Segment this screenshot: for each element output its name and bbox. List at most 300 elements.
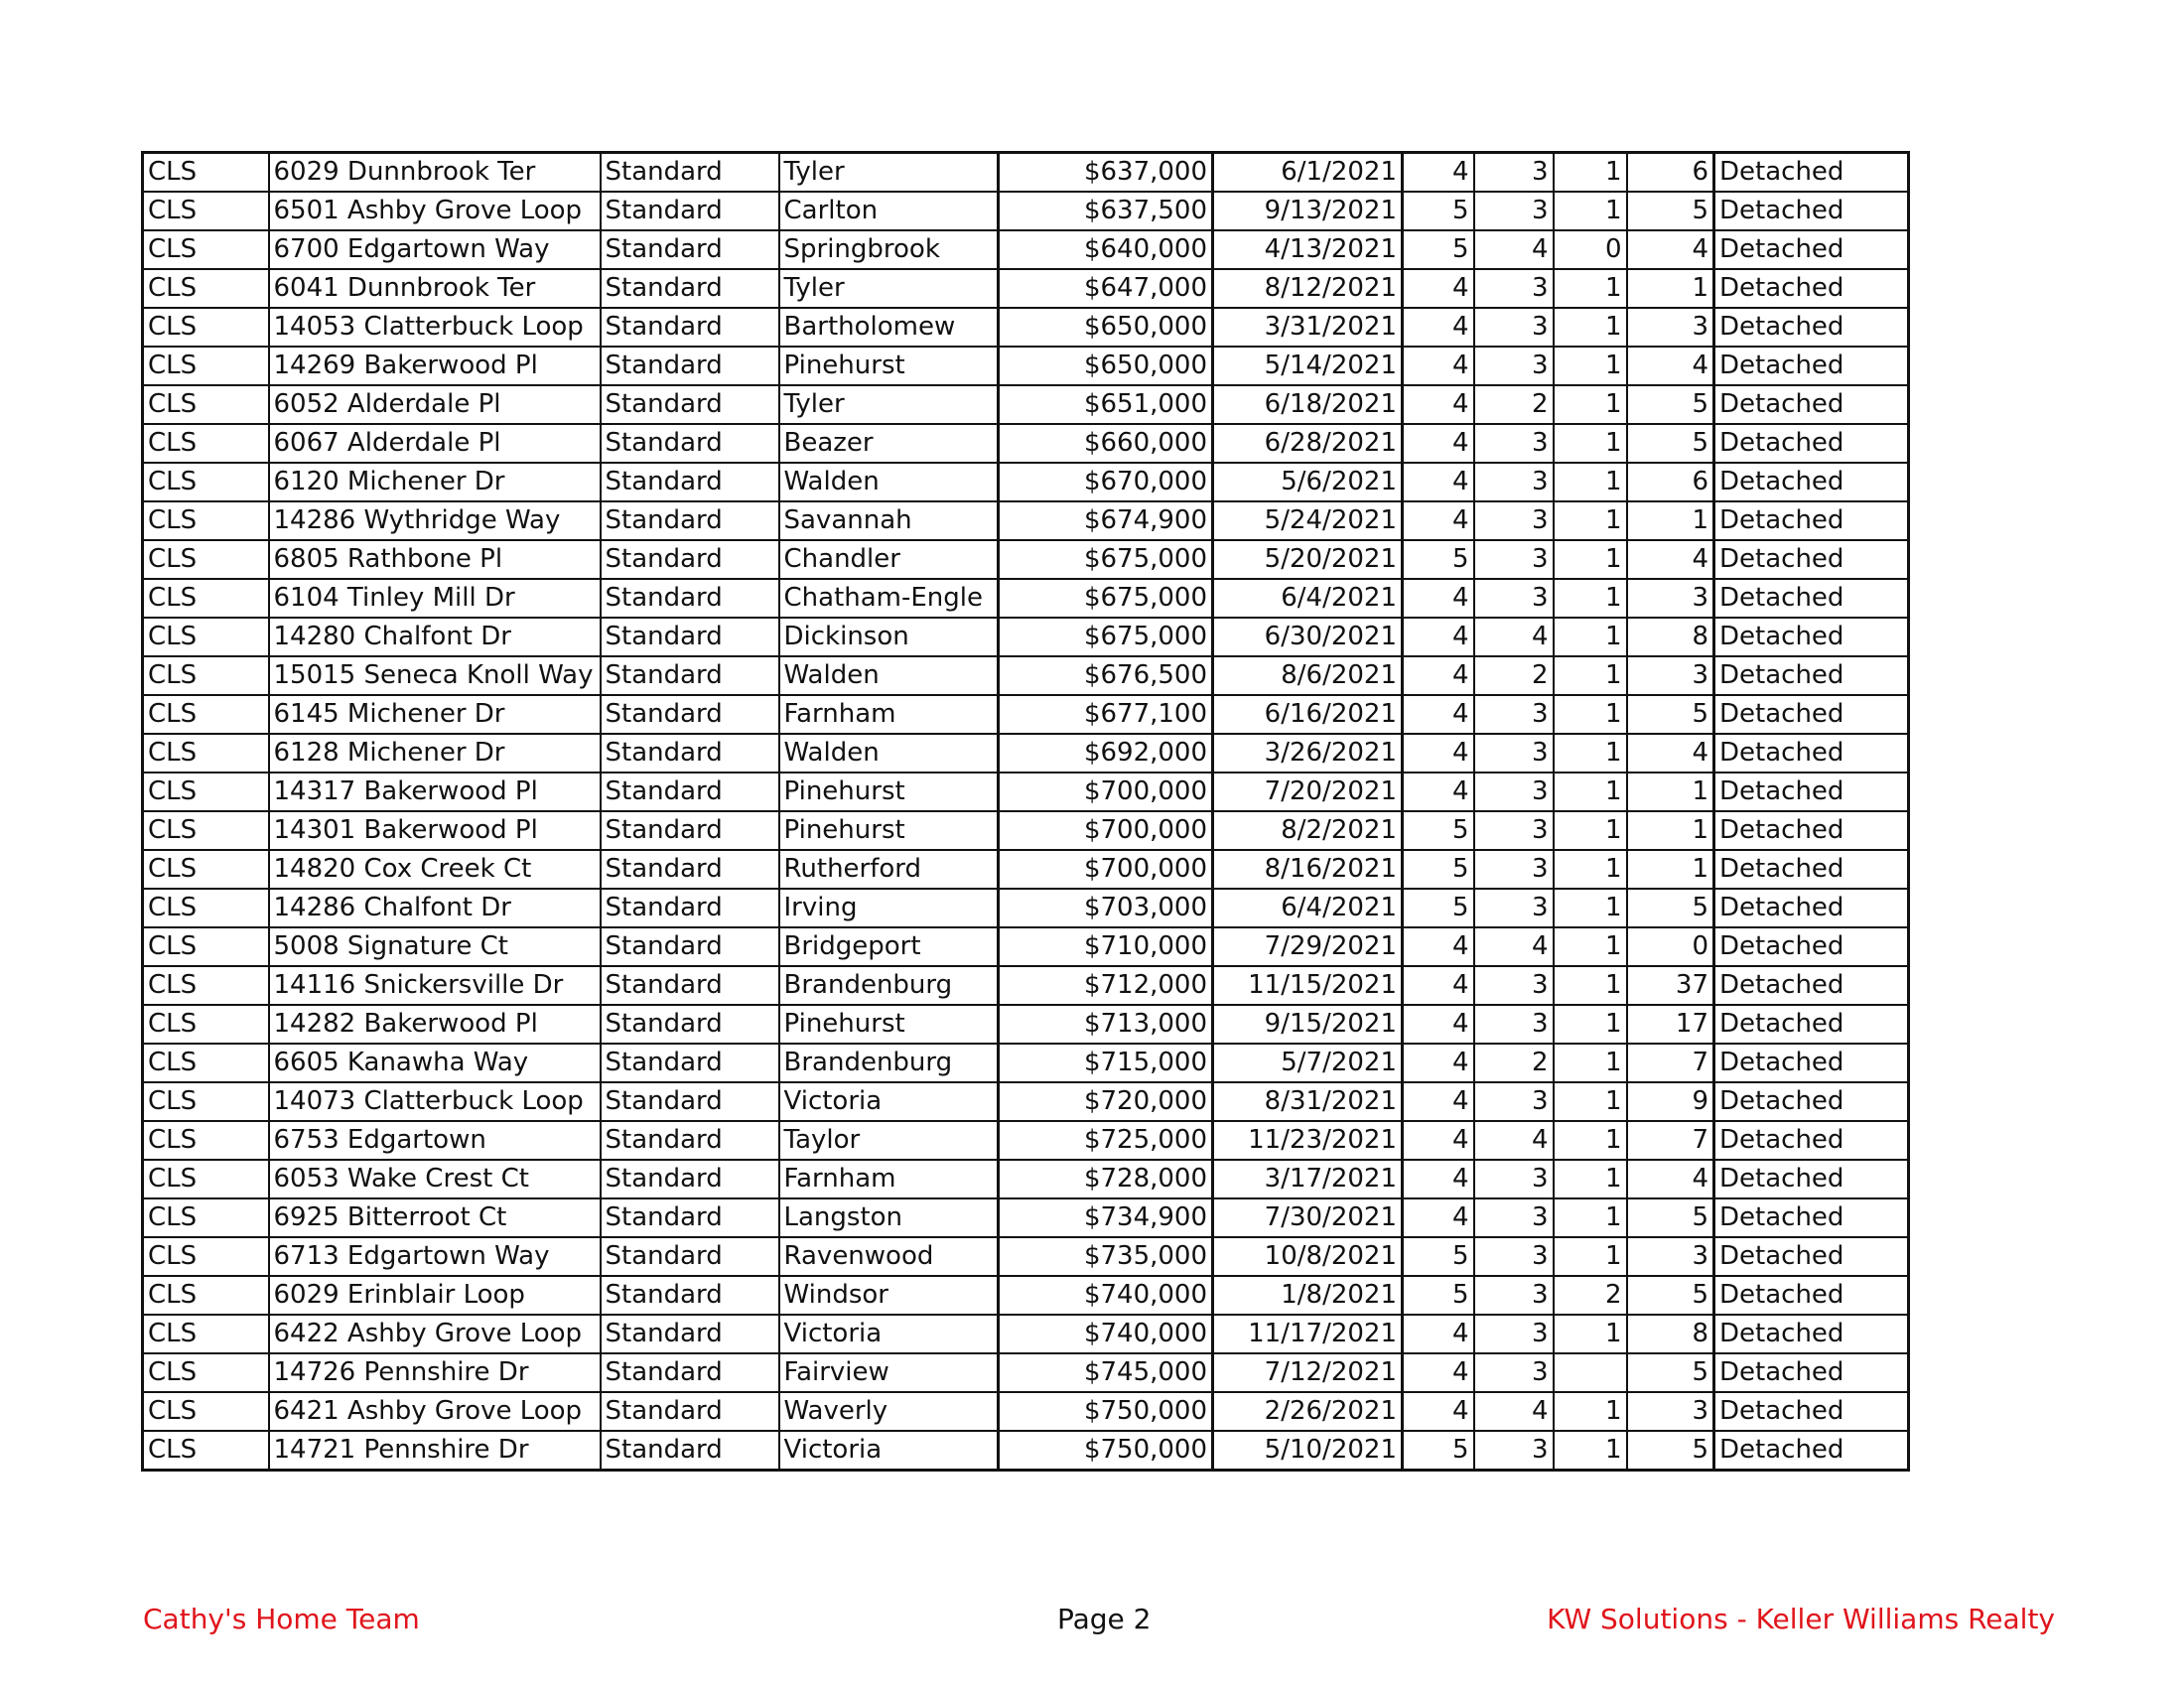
cell-style: Detached — [1714, 618, 1909, 656]
table-row — [143, 695, 1909, 734]
cell-status: CLS — [143, 1082, 269, 1121]
cell-style: Detached — [1714, 192, 1909, 230]
cell-days-on-market: 3 — [1627, 1392, 1714, 1431]
cell-sale-type: Standard — [601, 966, 779, 1005]
cell-beds: 5 — [1403, 192, 1474, 230]
cell-price: $734,900 — [999, 1198, 1213, 1237]
cell-address: 6053 Wake Crest Ct — [269, 1160, 601, 1198]
cell-days-on-market: 5 — [1627, 1276, 1714, 1315]
listings-table — [141, 151, 1910, 1472]
table-row — [143, 347, 1909, 385]
cell-close-date: 6/1/2021 — [1213, 153, 1403, 193]
cell-days-on-market: 5 — [1627, 695, 1714, 734]
cell-close-date: 3/17/2021 — [1213, 1160, 1403, 1198]
cell-beds: 4 — [1403, 347, 1474, 385]
cell-price: $637,000 — [999, 153, 1213, 193]
cell-half-baths: 1 — [1554, 695, 1627, 734]
cell-half-baths: 1 — [1554, 308, 1627, 347]
cell-model: Walden — [779, 656, 999, 695]
cell-close-date: 5/20/2021 — [1213, 540, 1403, 579]
cell-status: CLS — [143, 579, 269, 618]
cell-model: Carlton — [779, 192, 999, 230]
cell-price: $740,000 — [999, 1276, 1213, 1315]
cell-style: Detached — [1714, 1237, 1909, 1276]
cell-address: 6120 Michener Dr — [269, 463, 601, 501]
cell-half-baths: 1 — [1554, 153, 1627, 193]
cell-close-date: 7/20/2021 — [1213, 773, 1403, 811]
cell-status: CLS — [143, 1392, 269, 1431]
cell-half-baths: 1 — [1554, 269, 1627, 308]
cell-price: $692,000 — [999, 734, 1213, 773]
cell-close-date: 6/4/2021 — [1213, 579, 1403, 618]
cell-full-baths: 3 — [1474, 347, 1554, 385]
cell-address: 6041 Dunnbrook Ter — [269, 269, 601, 308]
footer-page-number: Page 2 — [1057, 1603, 1152, 1635]
cell-price: $745,000 — [999, 1353, 1213, 1392]
cell-model: Beazer — [779, 424, 999, 463]
cell-half-baths: 1 — [1554, 501, 1627, 540]
cell-full-baths: 3 — [1474, 889, 1554, 927]
cell-price: $735,000 — [999, 1237, 1213, 1276]
cell-close-date: 3/31/2021 — [1213, 308, 1403, 347]
cell-address: 14116 Snickersville Dr — [269, 966, 601, 1005]
cell-beds: 4 — [1403, 1044, 1474, 1082]
cell-status: CLS — [143, 1315, 269, 1353]
cell-sale-type: Standard — [601, 734, 779, 773]
table-row — [143, 1353, 1909, 1392]
cell-half-baths: 1 — [1554, 347, 1627, 385]
cell-price: $647,000 — [999, 269, 1213, 308]
cell-style: Detached — [1714, 1276, 1909, 1315]
cell-model: Dickinson — [779, 618, 999, 656]
cell-close-date: 8/31/2021 — [1213, 1082, 1403, 1121]
cell-beds: 4 — [1403, 1392, 1474, 1431]
cell-days-on-market: 4 — [1627, 1160, 1714, 1198]
cell-sale-type: Standard — [601, 1392, 779, 1431]
cell-style: Detached — [1714, 579, 1909, 618]
cell-sale-type: Standard — [601, 1315, 779, 1353]
cell-price: $674,900 — [999, 501, 1213, 540]
cell-days-on-market: 9 — [1627, 1082, 1714, 1121]
cell-close-date: 11/15/2021 — [1213, 966, 1403, 1005]
cell-full-baths: 3 — [1474, 1315, 1554, 1353]
cell-full-baths: 4 — [1474, 1392, 1554, 1431]
table-row — [143, 1431, 1909, 1471]
cell-address: 14286 Wythridge Way — [269, 501, 601, 540]
cell-full-baths: 3 — [1474, 153, 1554, 193]
cell-full-baths: 4 — [1474, 230, 1554, 269]
cell-status: CLS — [143, 773, 269, 811]
cell-style: Detached — [1714, 1121, 1909, 1160]
cell-status: CLS — [143, 269, 269, 308]
cell-full-baths: 3 — [1474, 540, 1554, 579]
cell-close-date: 4/13/2021 — [1213, 230, 1403, 269]
cell-half-baths: 1 — [1554, 1121, 1627, 1160]
cell-address: 14282 Bakerwood Pl — [269, 1005, 601, 1044]
cell-close-date: 5/14/2021 — [1213, 347, 1403, 385]
cell-sale-type: Standard — [601, 501, 779, 540]
cell-beds: 4 — [1403, 385, 1474, 424]
cell-price: $728,000 — [999, 1160, 1213, 1198]
cell-close-date: 7/30/2021 — [1213, 1198, 1403, 1237]
cell-days-on-market: 6 — [1627, 153, 1714, 193]
cell-full-baths: 3 — [1474, 1082, 1554, 1121]
cell-status: CLS — [143, 695, 269, 734]
cell-full-baths: 2 — [1474, 656, 1554, 695]
cell-style: Detached — [1714, 850, 1909, 889]
cell-full-baths: 2 — [1474, 1044, 1554, 1082]
cell-address: 6421 Ashby Grove Loop — [269, 1392, 601, 1431]
cell-style: Detached — [1714, 1315, 1909, 1353]
table-row — [143, 1044, 1909, 1082]
cell-address: 14317 Bakerwood Pl — [269, 773, 601, 811]
cell-sale-type: Standard — [601, 1160, 779, 1198]
cell-close-date: 10/8/2021 — [1213, 1237, 1403, 1276]
cell-sale-type: Standard — [601, 424, 779, 463]
cell-full-baths: 3 — [1474, 308, 1554, 347]
cell-status: CLS — [143, 308, 269, 347]
cell-half-baths: 1 — [1554, 424, 1627, 463]
cell-half-baths: 1 — [1554, 966, 1627, 1005]
cell-beds: 4 — [1403, 501, 1474, 540]
cell-beds: 4 — [1403, 1353, 1474, 1392]
cell-sale-type: Standard — [601, 1353, 779, 1392]
cell-status: CLS — [143, 1121, 269, 1160]
cell-model: Savannah — [779, 501, 999, 540]
cell-full-baths: 3 — [1474, 192, 1554, 230]
cell-model: Tyler — [779, 153, 999, 193]
cell-style: Detached — [1714, 501, 1909, 540]
cell-sale-type: Standard — [601, 1121, 779, 1160]
cell-full-baths: 3 — [1474, 424, 1554, 463]
cell-close-date: 5/10/2021 — [1213, 1431, 1403, 1471]
cell-beds: 4 — [1403, 153, 1474, 193]
cell-style: Detached — [1714, 230, 1909, 269]
cell-status: CLS — [143, 230, 269, 269]
cell-close-date: 5/7/2021 — [1213, 1044, 1403, 1082]
cell-half-baths: 1 — [1554, 618, 1627, 656]
cell-style: Detached — [1714, 1160, 1909, 1198]
cell-days-on-market: 3 — [1627, 579, 1714, 618]
cell-style: Detached — [1714, 1082, 1909, 1121]
cell-sale-type: Standard — [601, 927, 779, 966]
cell-model: Pinehurst — [779, 773, 999, 811]
cell-days-on-market: 4 — [1627, 540, 1714, 579]
table-row — [143, 385, 1909, 424]
cell-sale-type: Standard — [601, 579, 779, 618]
cell-beds: 4 — [1403, 269, 1474, 308]
cell-model: Fairview — [779, 1353, 999, 1392]
cell-status: CLS — [143, 618, 269, 656]
cell-model: Farnham — [779, 695, 999, 734]
cell-half-baths: 1 — [1554, 540, 1627, 579]
cell-beds: 4 — [1403, 424, 1474, 463]
table-row — [143, 1392, 1909, 1431]
cell-address: 14726 Pennshire Dr — [269, 1353, 601, 1392]
table-row — [143, 192, 1909, 230]
cell-style: Detached — [1714, 889, 1909, 927]
cell-status: CLS — [143, 811, 269, 850]
cell-close-date: 2/26/2021 — [1213, 1392, 1403, 1431]
cell-address: 6145 Michener Dr — [269, 695, 601, 734]
table-row — [143, 1315, 1909, 1353]
cell-half-baths: 1 — [1554, 773, 1627, 811]
cell-price: $640,000 — [999, 230, 1213, 269]
cell-style: Detached — [1714, 269, 1909, 308]
cell-full-baths: 3 — [1474, 1005, 1554, 1044]
cell-sale-type: Standard — [601, 1082, 779, 1121]
cell-close-date: 8/12/2021 — [1213, 269, 1403, 308]
cell-days-on-market: 7 — [1627, 1121, 1714, 1160]
table-row — [143, 1160, 1909, 1198]
cell-half-baths: 1 — [1554, 385, 1627, 424]
cell-status: CLS — [143, 347, 269, 385]
cell-half-baths: 1 — [1554, 734, 1627, 773]
cell-address: 6753 Edgartown — [269, 1121, 601, 1160]
cell-style: Detached — [1714, 734, 1909, 773]
cell-price: $710,000 — [999, 927, 1213, 966]
cell-close-date: 9/15/2021 — [1213, 1005, 1403, 1044]
cell-status: CLS — [143, 1160, 269, 1198]
cell-days-on-market: 5 — [1627, 192, 1714, 230]
cell-half-baths: 2 — [1554, 1276, 1627, 1315]
cell-address: 6422 Ashby Grove Loop — [269, 1315, 601, 1353]
cell-address: 6925 Bitterroot Ct — [269, 1198, 601, 1237]
cell-full-baths: 4 — [1474, 927, 1554, 966]
cell-close-date: 1/8/2021 — [1213, 1276, 1403, 1315]
cell-close-date: 6/18/2021 — [1213, 385, 1403, 424]
cell-half-baths: 1 — [1554, 927, 1627, 966]
cell-full-baths: 3 — [1474, 463, 1554, 501]
cell-days-on-market: 5 — [1627, 1353, 1714, 1392]
cell-days-on-market: 7 — [1627, 1044, 1714, 1082]
table-row — [143, 230, 1909, 269]
cell-beds: 4 — [1403, 695, 1474, 734]
cell-half-baths: 1 — [1554, 1082, 1627, 1121]
cell-close-date: 11/23/2021 — [1213, 1121, 1403, 1160]
cell-model: Langston — [779, 1198, 999, 1237]
table-row — [143, 966, 1909, 1005]
cell-half-baths — [1554, 1353, 1627, 1392]
cell-model: Chandler — [779, 540, 999, 579]
cell-beds: 5 — [1403, 1237, 1474, 1276]
cell-days-on-market: 4 — [1627, 734, 1714, 773]
cell-days-on-market: 5 — [1627, 385, 1714, 424]
cell-beds: 4 — [1403, 1160, 1474, 1198]
cell-status: CLS — [143, 192, 269, 230]
cell-sale-type: Standard — [601, 811, 779, 850]
cell-style: Detached — [1714, 424, 1909, 463]
cell-status: CLS — [143, 501, 269, 540]
cell-status: CLS — [143, 1276, 269, 1315]
table-row — [143, 1276, 1909, 1315]
cell-half-baths: 1 — [1554, 1044, 1627, 1082]
cell-beds: 4 — [1403, 773, 1474, 811]
cell-half-baths: 1 — [1554, 811, 1627, 850]
cell-model: Pinehurst — [779, 811, 999, 850]
cell-full-baths: 2 — [1474, 385, 1554, 424]
cell-address: 14053 Clatterbuck Loop — [269, 308, 601, 347]
cell-price: $660,000 — [999, 424, 1213, 463]
cell-days-on-market: 3 — [1627, 1237, 1714, 1276]
cell-model: Brandenburg — [779, 1044, 999, 1082]
cell-status: CLS — [143, 927, 269, 966]
table-row — [143, 1082, 1909, 1121]
cell-beds: 4 — [1403, 927, 1474, 966]
cell-full-baths: 3 — [1474, 734, 1554, 773]
cell-beds: 4 — [1403, 1315, 1474, 1353]
cell-close-date: 8/16/2021 — [1213, 850, 1403, 889]
cell-sale-type: Standard — [601, 1431, 779, 1471]
cell-price: $713,000 — [999, 1005, 1213, 1044]
cell-days-on-market: 4 — [1627, 347, 1714, 385]
cell-days-on-market: 8 — [1627, 618, 1714, 656]
cell-beds: 5 — [1403, 1276, 1474, 1315]
cell-status: CLS — [143, 1353, 269, 1392]
cell-price: $703,000 — [999, 889, 1213, 927]
cell-full-baths: 3 — [1474, 695, 1554, 734]
cell-sale-type: Standard — [601, 1276, 779, 1315]
cell-model: Brandenburg — [779, 966, 999, 1005]
cell-status: CLS — [143, 385, 269, 424]
cell-half-baths: 1 — [1554, 850, 1627, 889]
cell-status: CLS — [143, 1044, 269, 1082]
cell-model: Bridgeport — [779, 927, 999, 966]
cell-status: CLS — [143, 1198, 269, 1237]
cell-full-baths: 3 — [1474, 1237, 1554, 1276]
listings-table-body — [143, 153, 1909, 1471]
cell-full-baths: 4 — [1474, 618, 1554, 656]
cell-close-date: 6/4/2021 — [1213, 889, 1403, 927]
cell-price: $725,000 — [999, 1121, 1213, 1160]
footer-team-name: Cathy's Home Team — [143, 1603, 420, 1635]
cell-address: 6805 Rathbone Pl — [269, 540, 601, 579]
cell-sale-type: Standard — [601, 850, 779, 889]
cell-style: Detached — [1714, 1005, 1909, 1044]
cell-model: Farnham — [779, 1160, 999, 1198]
cell-price: $720,000 — [999, 1082, 1213, 1121]
cell-style: Detached — [1714, 153, 1909, 193]
cell-half-baths: 1 — [1554, 656, 1627, 695]
cell-model: Pinehurst — [779, 347, 999, 385]
cell-price: $670,000 — [999, 463, 1213, 501]
cell-model: Tyler — [779, 385, 999, 424]
cell-price: $750,000 — [999, 1392, 1213, 1431]
cell-address: 14820 Cox Creek Ct — [269, 850, 601, 889]
cell-beds: 5 — [1403, 850, 1474, 889]
cell-status: CLS — [143, 463, 269, 501]
cell-beds: 4 — [1403, 656, 1474, 695]
cell-sale-type: Standard — [601, 1237, 779, 1276]
cell-status: CLS — [143, 424, 269, 463]
cell-price: $700,000 — [999, 811, 1213, 850]
cell-address: 6029 Erinblair Loop — [269, 1276, 601, 1315]
cell-sale-type: Standard — [601, 308, 779, 347]
cell-price: $712,000 — [999, 966, 1213, 1005]
cell-status: CLS — [143, 1005, 269, 1044]
table-row — [143, 850, 1909, 889]
table-row — [143, 153, 1909, 193]
cell-days-on-market: 0 — [1627, 927, 1714, 966]
cell-sale-type: Standard — [601, 1044, 779, 1082]
cell-style: Detached — [1714, 540, 1909, 579]
cell-close-date: 3/26/2021 — [1213, 734, 1403, 773]
cell-close-date: 6/16/2021 — [1213, 695, 1403, 734]
cell-style: Detached — [1714, 463, 1909, 501]
cell-beds: 5 — [1403, 811, 1474, 850]
cell-sale-type: Standard — [601, 1005, 779, 1044]
cell-beds: 5 — [1403, 1431, 1474, 1471]
cell-half-baths: 1 — [1554, 1005, 1627, 1044]
cell-days-on-market: 3 — [1627, 308, 1714, 347]
cell-days-on-market: 6 — [1627, 463, 1714, 501]
cell-half-baths: 1 — [1554, 1315, 1627, 1353]
cell-model: Victoria — [779, 1082, 999, 1121]
cell-close-date: 7/29/2021 — [1213, 927, 1403, 966]
cell-beds: 4 — [1403, 1082, 1474, 1121]
cell-full-baths: 3 — [1474, 1160, 1554, 1198]
table-row — [143, 734, 1909, 773]
cell-price: $700,000 — [999, 773, 1213, 811]
cell-price: $677,100 — [999, 695, 1213, 734]
cell-price: $651,000 — [999, 385, 1213, 424]
cell-sale-type: Standard — [601, 656, 779, 695]
cell-close-date: 9/13/2021 — [1213, 192, 1403, 230]
cell-status: CLS — [143, 540, 269, 579]
cell-days-on-market: 8 — [1627, 1315, 1714, 1353]
cell-full-baths: 3 — [1474, 811, 1554, 850]
cell-address: 6713 Edgartown Way — [269, 1237, 601, 1276]
cell-style: Detached — [1714, 1392, 1909, 1431]
cell-days-on-market: 1 — [1627, 850, 1714, 889]
cell-close-date: 8/2/2021 — [1213, 811, 1403, 850]
cell-days-on-market: 4 — [1627, 230, 1714, 269]
cell-sale-type: Standard — [601, 230, 779, 269]
cell-price: $675,000 — [999, 579, 1213, 618]
table-row — [143, 1237, 1909, 1276]
cell-status: CLS — [143, 1431, 269, 1471]
cell-full-baths: 4 — [1474, 1121, 1554, 1160]
cell-style: Detached — [1714, 695, 1909, 734]
table-row — [143, 889, 1909, 927]
table-row — [143, 463, 1909, 501]
cell-half-baths: 1 — [1554, 1392, 1627, 1431]
cell-model: Springbrook — [779, 230, 999, 269]
cell-sale-type: Standard — [601, 618, 779, 656]
cell-beds: 4 — [1403, 966, 1474, 1005]
cell-sale-type: Standard — [601, 269, 779, 308]
cell-model: Walden — [779, 463, 999, 501]
cell-beds: 4 — [1403, 579, 1474, 618]
table-row — [143, 656, 1909, 695]
cell-days-on-market: 1 — [1627, 501, 1714, 540]
cell-close-date: 11/17/2021 — [1213, 1315, 1403, 1353]
cell-style: Detached — [1714, 656, 1909, 695]
cell-model: Waverly — [779, 1392, 999, 1431]
cell-beds: 4 — [1403, 463, 1474, 501]
cell-days-on-market: 5 — [1627, 424, 1714, 463]
cell-full-baths: 3 — [1474, 773, 1554, 811]
cell-price: $740,000 — [999, 1315, 1213, 1353]
cell-status: CLS — [143, 850, 269, 889]
cell-style: Detached — [1714, 1198, 1909, 1237]
cell-full-baths: 3 — [1474, 850, 1554, 889]
cell-days-on-market: 1 — [1627, 773, 1714, 811]
cell-style: Detached — [1714, 1353, 1909, 1392]
cell-address: 6104 Tinley Mill Dr — [269, 579, 601, 618]
cell-address: 14286 Chalfont Dr — [269, 889, 601, 927]
cell-model: Ravenwood — [779, 1237, 999, 1276]
